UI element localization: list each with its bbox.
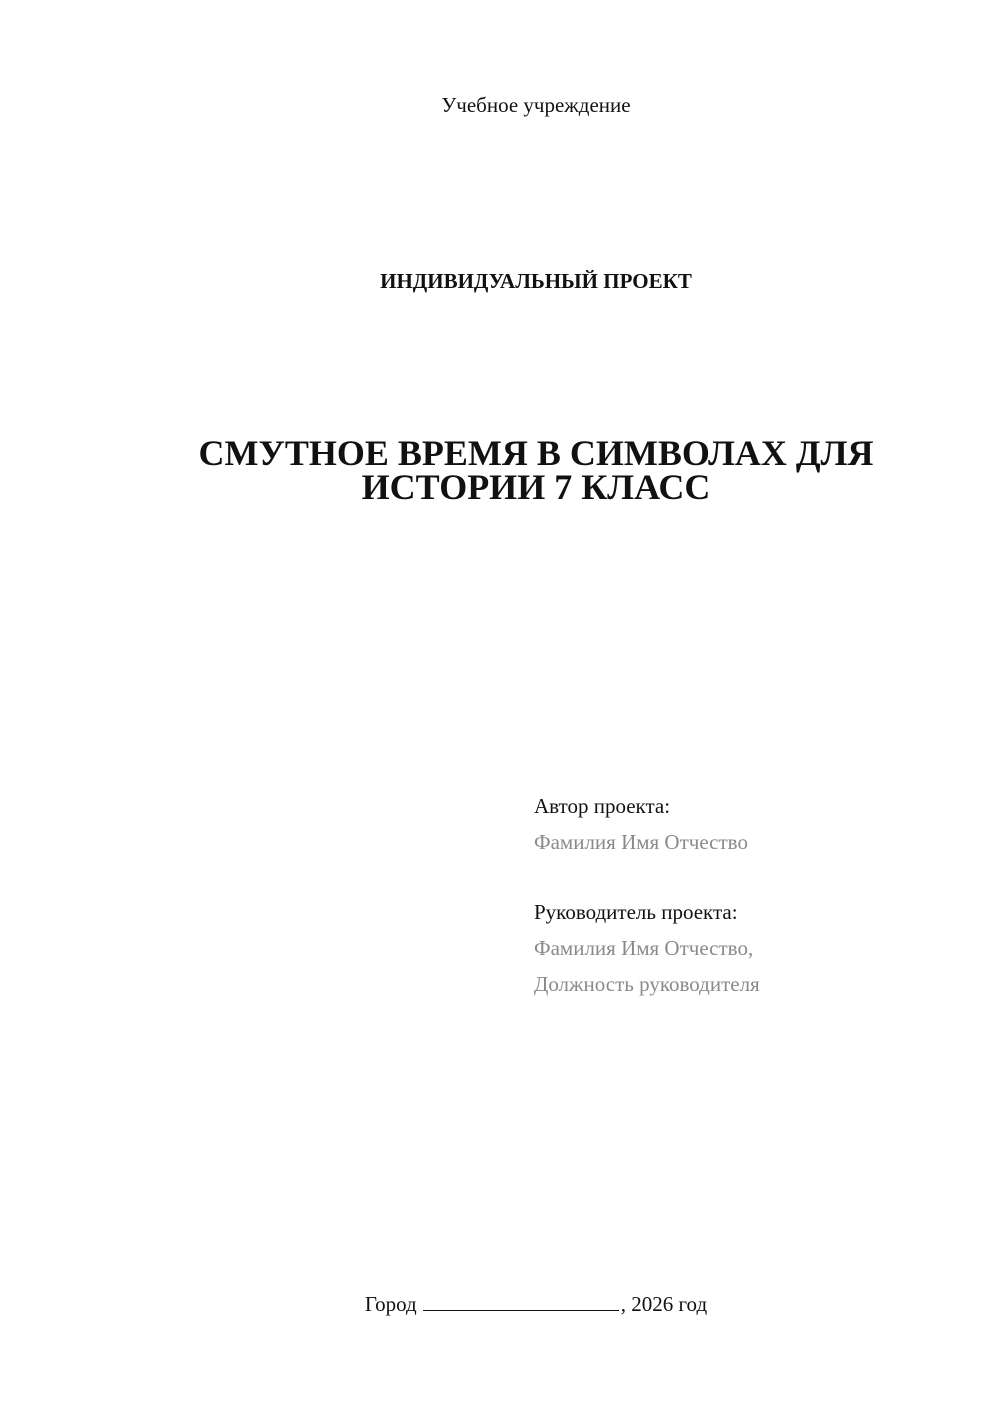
- project-title-line-2: ИСТОРИИ 7 КЛАСС: [361, 467, 711, 507]
- city-blank-line: [423, 1290, 619, 1311]
- year-text: , 2026 год: [620, 1292, 708, 1316]
- institution-name: Учебное учреждение: [441, 93, 631, 117]
- author-label: Автор проекта:: [534, 794, 671, 818]
- project-title-line-1: СМУТНОЕ ВРЕМЯ В СИМВОЛАХ ДЛЯ: [198, 433, 874, 473]
- city-label: Город: [364, 1292, 417, 1316]
- spacer: [534, 860, 954, 894]
- supervisor-name-placeholder: Фамилия Имя Отчество,: [534, 936, 754, 960]
- city-year-line: [0, 1290, 1000, 1317]
- author-name-placeholder: Фамилия Имя Отчество: [534, 830, 748, 854]
- document-type: ИНДИВИДУАЛЬНЫЙ ПРОЕКТ: [380, 269, 692, 293]
- project-title: [0, 433, 1000, 507]
- supervisor-label: Руководитель проекта:: [534, 900, 738, 924]
- project-info-block: [534, 788, 954, 1002]
- supervisor-position-placeholder: Должность руководителя: [534, 972, 760, 996]
